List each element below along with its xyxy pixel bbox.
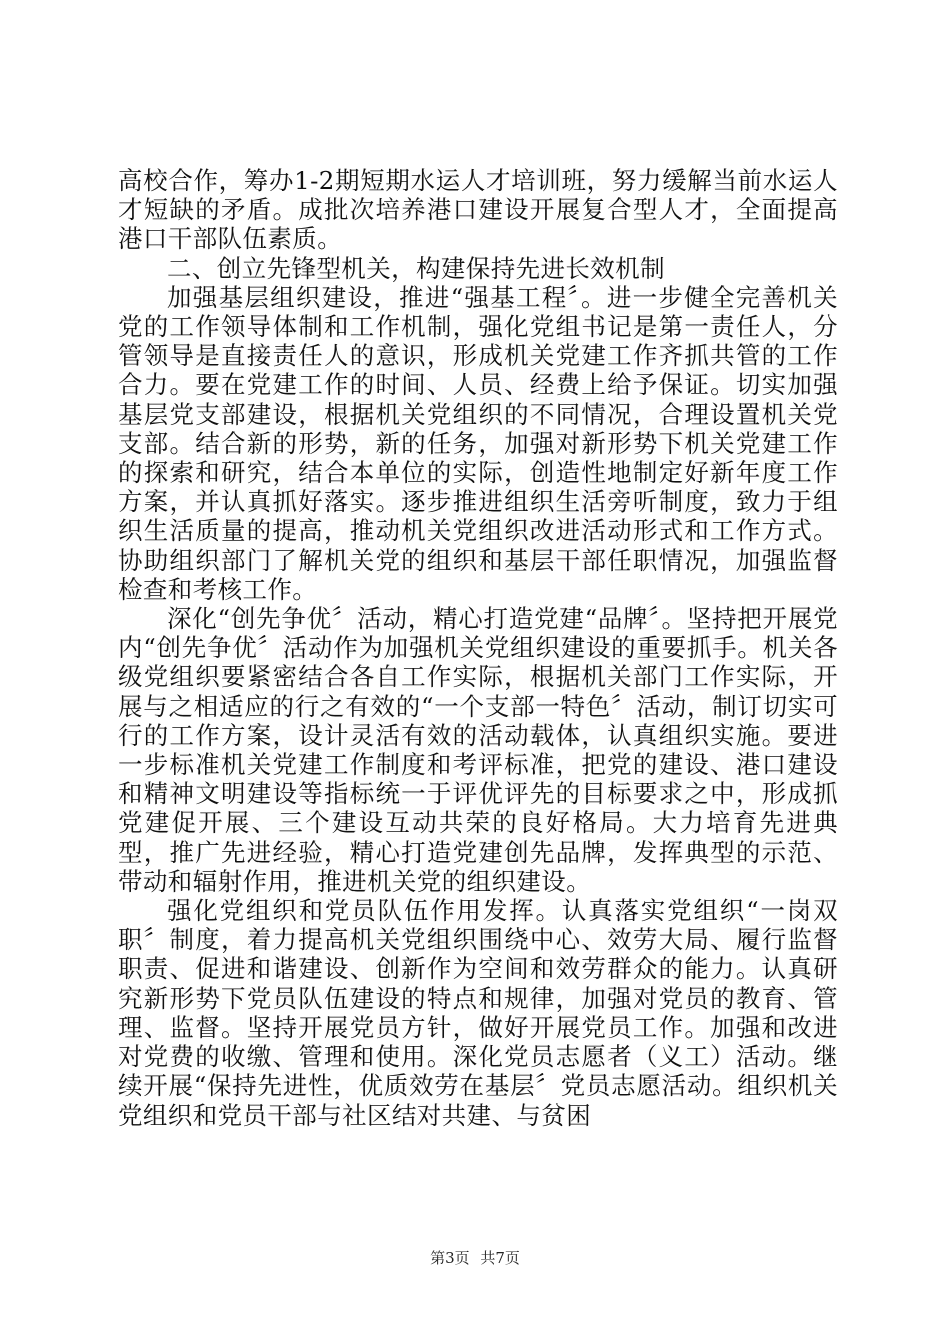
page-footer: [0, 1247, 950, 1268]
page-total: 共7页: [480, 1249, 520, 1267]
section-heading: 二、创立先锋型机关，构建保持先进长效机制: [167, 253, 665, 283]
paragraph: 深化“创先争优〞活动，精心打造党建“品牌〞。坚持把开展党内“创先争优〞活动作为加强机关党组织建设的重要抓手。机关各级党组织要紧密结合各自工作实际，根据机关部门工作实际，开展与之相适应的行之有效的“一个支部一特色〞活动，制订切实可行的工作方案，设计灵活有效的活动载体，认真组织实施。要进一步标准机关党建工作制度和考评标准，把党的建设、港口建设和精神文明建设等指标统一于评优评先的目标要求之中，形成抓党建促开展、三个建设互动共荣的良好格局。大力培育先进典型，推广先进经验，精心打造党建创先品牌，发挥典型的示范、带动和辐射作用，推进机关党的组织建设。: [118, 604, 838, 896]
paragraph: 加强基层组织建设，推进“强基工程〞。进一步健全完善机关党的工作领导体制和工作机制，强化党组书记是第一责任人，分管领导是直接责任人的意识，形成机关党建工作齐抓共管的工作合力。要在党建工作的时间、人员、经费上给予保证。切实加强基层党支部建设，根据机关党组织的不同情况，合理设置机关党支部。结合新的形势，新的任务，加强对新形势下机关党建工作的探索和研究，结合本单位的实际，创造性地制定好新年度工作方案，并认真抓好落实。逐步推进组织生活旁听制度，致力于组织生活质量的提高，推动机关党组织改进活动形式和工作方式。协助组织部门了解机关党的组织和基层干部任职情况，加强监督检查和考核工作。: [118, 282, 838, 604]
paragraph-continuation: 高校合作，筹办1-2期短期水运人才培训班，努力缓解当前水运人才短缺的矛盾。成批次培养港口建设开展复合型人才，全面提高港口干部队伍素质。: [118, 166, 838, 254]
document-body: [118, 166, 838, 1130]
page-number: 第3页: [430, 1249, 470, 1267]
paragraph: 强化党组织和党员队伍作用发挥。认真落实党组织“一岗双职〞制度，着力提高机关党组织围绕中心、效劳大局、履行监督职责、促进和谐建设、创新作为空间和效劳群众的能力。认真研究新形势下党员队伍建设的特点和规律，加强对党员的教育、管理、监督。坚持开展党员方针，做好开展党员工作。加强和改进对党费的收缴、管理和使用。深化党员志愿者（义工）活动。继续开展“保持先进性，优质效劳在基层〞党员志愿活动。组织机关党组织和党员干部与社区结对共建、与贫困: [118, 896, 838, 1130]
